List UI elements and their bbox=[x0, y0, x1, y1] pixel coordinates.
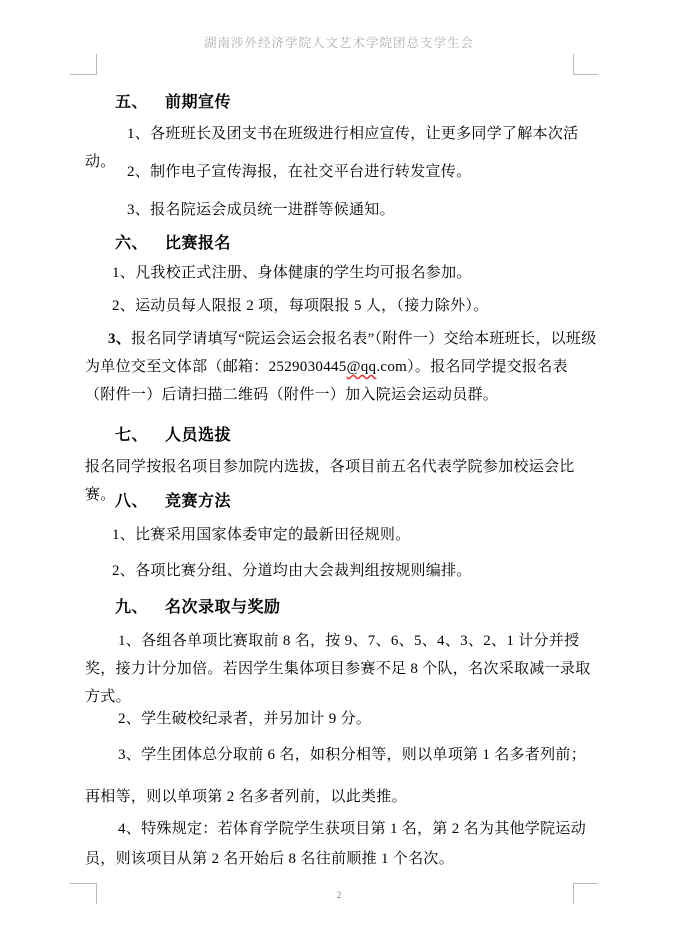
section-6-item-3-text: 报名同学请填写“院运会运会报名表”（附件一）交给本班班长，以班级为单位交至文体部（邮箱：2529030445 bbox=[85, 331, 597, 375]
page-number: 2 bbox=[336, 890, 342, 900]
section-6-item-3-text-after: .com）。报名同学提交报名表（附件一）后请扫描二维码（附件一）加入院运会运动员群。 bbox=[85, 359, 568, 403]
section-8-item-1: 1、比赛采用国家体委审定的最新田径规则。 bbox=[112, 527, 411, 543]
section-5-title: 前期宣传 bbox=[165, 94, 232, 111]
section-9-title: 名次录取与奖励 bbox=[165, 599, 281, 616]
section-7-heading bbox=[85, 424, 627, 448]
section-5-item-2: 2、制作电子宣传海报，在社交平台进行转发宣传。 bbox=[127, 164, 472, 180]
section-5-item-1: 1、各班班长及团支书在班级进行相应宣传，让更多同学了解本次活动。 bbox=[85, 126, 579, 170]
section-9-heading bbox=[85, 596, 627, 620]
section-9-item-2: 2、学生破校纪录者，并另加计 9 分。 bbox=[118, 711, 372, 727]
section-6-item-1: 1、凡我校正式注册、身体健康的学生均可报名参加。 bbox=[112, 265, 472, 281]
crop-mark-top-left-icon bbox=[70, 54, 97, 75]
section-6-item-3-number: 3、 bbox=[108, 331, 132, 347]
section-6-item-3 bbox=[85, 325, 597, 409]
section-8-title: 竞赛方法 bbox=[165, 493, 232, 510]
section-6-title: 比赛报名 bbox=[165, 235, 232, 252]
section-9-item-3: 3、学生团体总分取前 6 名，如积分相等，则以单项第 1 名多者列前；再相等，则以单项第 2 名多者列前，以此类推。 bbox=[85, 747, 587, 805]
section-6-item-2: 2、运动员每人限报 2 项，每项限报 5 人，（接力除外）。 bbox=[112, 298, 489, 314]
section-6-heading bbox=[85, 232, 627, 256]
crop-mark-top-right-icon bbox=[573, 54, 598, 75]
section-7-number: 七、 bbox=[115, 427, 149, 444]
section-7-body: 报名同学按报名项目参加院内选拔，各项目前五名代表学院参加校运会比赛。 bbox=[85, 459, 575, 503]
page-header-text: 湖南涉外经济学院人文艺术学院团总支学生会 bbox=[203, 36, 474, 50]
section-7-title: 人员选拔 bbox=[165, 427, 232, 444]
section-9-item-4: 4、特殊规定：若体育学院学生获项目第 1 名，第 2 名为其他学院运动员，则该项目从第 2 名开始后 8 名往前顺推 1 个名次。 bbox=[85, 821, 587, 867]
section-9-number: 九、 bbox=[115, 599, 149, 616]
email-spellcheck-segment: @qq bbox=[346, 359, 377, 375]
section-5-heading bbox=[85, 91, 627, 115]
section-8-number: 八、 bbox=[115, 493, 149, 510]
section-8-item-2: 2、各项比赛分组、分道均由大会裁判组按规则编排。 bbox=[112, 563, 472, 579]
section-5-number: 五、 bbox=[115, 94, 149, 111]
section-6-number: 六、 bbox=[115, 235, 149, 252]
section-9-item-1: 1、各组各单项比赛取前 8 名，按 9、7、6、5、4、3、2、1 计分并授奖，接力计分加倍。若因学生集体项目参赛不足 8 个队，名次采取减一录取方式。 bbox=[85, 633, 591, 705]
section-8-heading bbox=[85, 490, 627, 514]
section-5-item-3: 3、报名院运会成员统一进群等候通知。 bbox=[127, 202, 395, 218]
